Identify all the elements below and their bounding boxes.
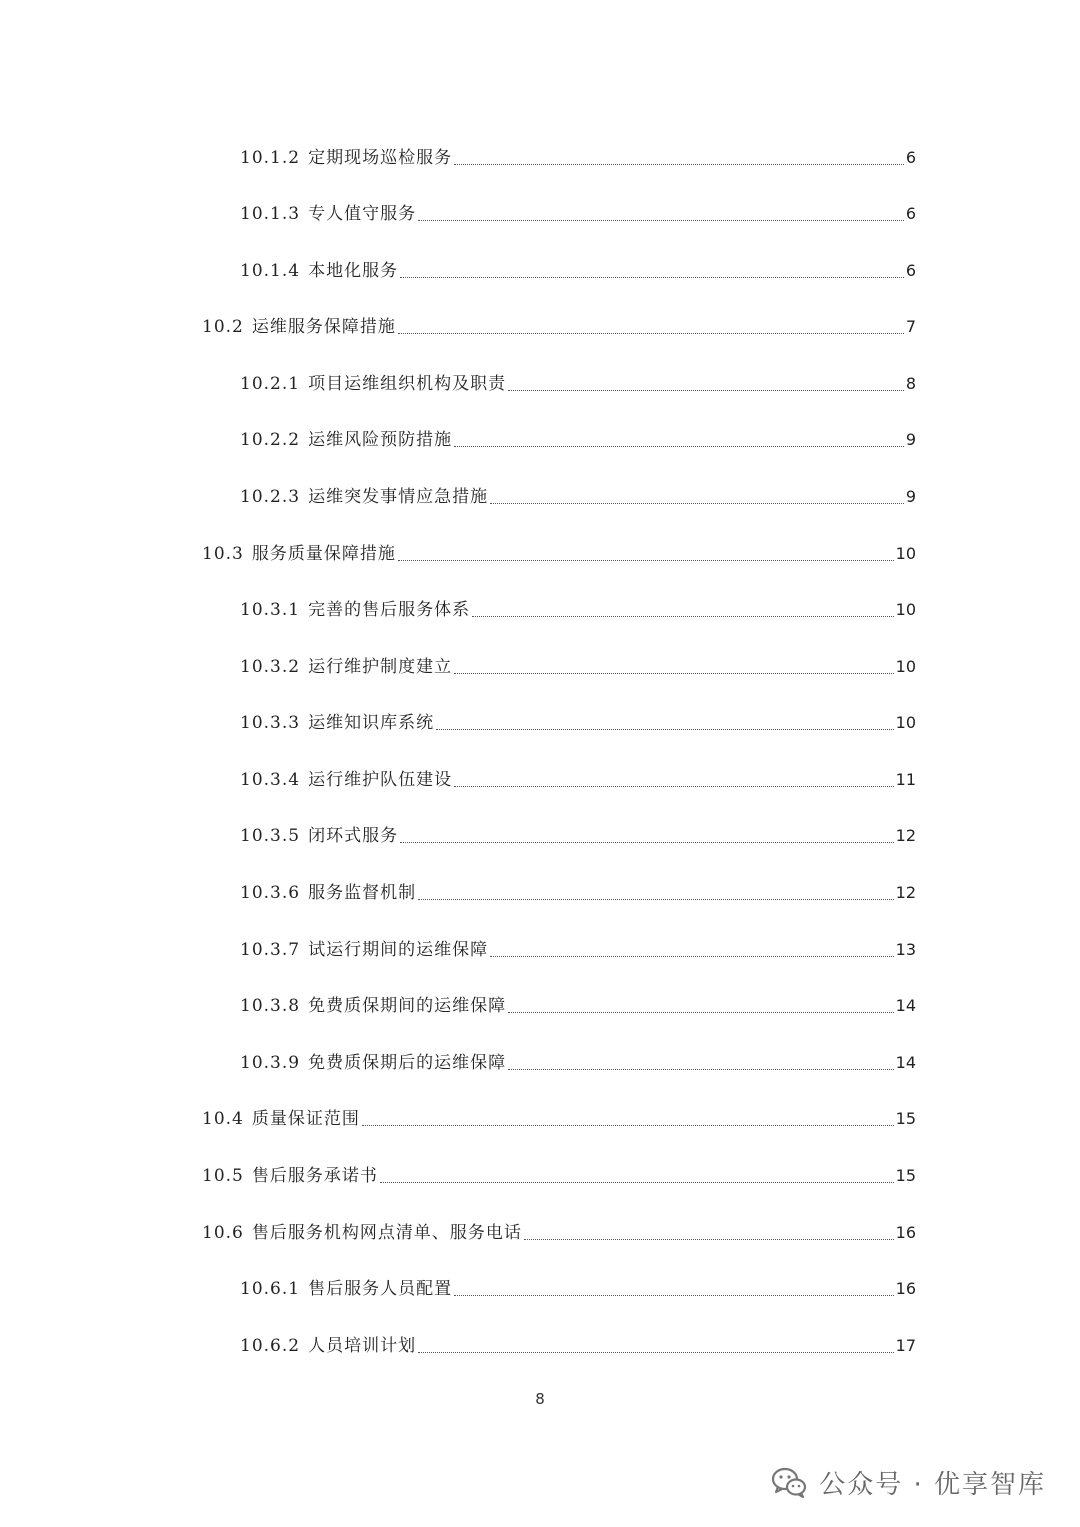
toc-entry-page: 12: [895, 826, 916, 845]
toc-entry-page: 16: [895, 1223, 916, 1242]
toc-entry-title: 闭环式服务: [308, 826, 399, 846]
toc-entry[interactable]: [202, 313, 916, 341]
dot-leader: [454, 163, 904, 165]
toc-entry[interactable]: [240, 144, 916, 172]
toc-entry-page: 10: [895, 713, 916, 732]
dot-leader: [524, 1238, 894, 1240]
toc-entry-title: 人员培训计划: [308, 1336, 417, 1356]
toc-entry-number: 10.2.1: [240, 374, 301, 394]
toc-entry-page: 12: [895, 883, 916, 902]
toc-entry-number: 10.3.2: [240, 657, 301, 677]
toc-entry-page: 10: [895, 544, 916, 563]
toc-entry[interactable]: [240, 709, 916, 737]
toc-entry[interactable]: [240, 1275, 916, 1303]
toc-entry-page: 14: [895, 1053, 916, 1072]
toc-entry-page: 10: [895, 600, 916, 619]
toc-entry-page: 17: [895, 1336, 916, 1355]
toc-entry-page: 11: [895, 770, 916, 789]
dot-leader: [454, 1294, 894, 1296]
toc-entry-page: 15: [895, 1166, 916, 1185]
toc-entry[interactable]: [202, 1162, 916, 1190]
toc-entry-title: 定期现场巡检服务: [308, 148, 453, 168]
toc-entry-title: 运维突发事情应急措施: [308, 487, 489, 507]
toc-entry-number: 10.3.8: [240, 996, 301, 1016]
toc-entry[interactable]: [240, 200, 916, 228]
toc-entry-page: 9: [905, 487, 916, 506]
toc-entry-title: 免费质保期间的运维保障: [308, 996, 507, 1016]
toc-entry-page: 7: [905, 317, 916, 336]
toc-entry[interactable]: [240, 483, 916, 511]
toc-entry-page: 14: [895, 996, 916, 1015]
toc-entry-number: 10.3: [202, 544, 244, 564]
toc-entry-number: 10.3.4: [240, 770, 301, 790]
toc-entry-number: 10.6.1: [240, 1279, 301, 1299]
toc-entry-title: 免费质保期后的运维保障: [308, 1053, 507, 1073]
toc-entry-number: 10.6: [202, 1223, 244, 1243]
toc-entry-title: 本地化服务: [308, 261, 399, 281]
toc-entry[interactable]: [240, 1332, 916, 1360]
toc-entry-number: 10.3.3: [240, 713, 301, 733]
toc-entry-page: 16: [895, 1279, 916, 1298]
toc-entry-title: 服务监督机制: [308, 883, 417, 903]
toc-entry[interactable]: [202, 1105, 916, 1133]
toc-entry[interactable]: [240, 596, 916, 624]
toc-entry[interactable]: [240, 766, 916, 794]
dot-leader: [418, 1351, 894, 1353]
dot-leader: [436, 728, 894, 730]
wechat-icon: [769, 1462, 809, 1502]
watermark-text: 公众号 · 优享智库: [819, 1469, 1046, 1500]
dot-leader: [362, 1124, 894, 1126]
toc-entry[interactable]: [240, 426, 916, 454]
dot-leader: [418, 219, 904, 221]
toc-entry-number: 10.2: [202, 317, 244, 337]
dot-leader: [508, 1068, 894, 1070]
dot-leader: [454, 672, 894, 674]
toc-entry-title: 专人值守服务: [308, 204, 417, 224]
toc-entry[interactable]: [240, 1049, 916, 1077]
dot-leader: [418, 898, 894, 900]
toc-entry[interactable]: [240, 822, 916, 850]
toc-entry[interactable]: [240, 257, 916, 285]
toc-entry-number: 10.2.3: [240, 487, 301, 507]
toc-entry-page: 6: [905, 148, 916, 167]
toc-entry-page: 6: [905, 261, 916, 280]
toc-entry-number: 10.1.4: [240, 261, 301, 281]
dot-leader: [400, 841, 894, 843]
toc-entry-number: 10.1.2: [240, 148, 301, 168]
toc-entry-page: 8: [905, 374, 916, 393]
toc-entry-number: 10.3.7: [240, 940, 301, 960]
toc-entry-title: 售后服务承诺书: [251, 1166, 378, 1186]
toc-entry-title: 服务质量保障措施: [251, 544, 396, 564]
dot-leader: [490, 955, 894, 957]
toc-entry-title: 完善的售后服务体系: [308, 600, 471, 620]
dot-leader: [490, 502, 904, 504]
toc-entry[interactable]: [202, 540, 916, 568]
toc-entry-number: 10.3.5: [240, 826, 301, 846]
toc-entry-title: 项目运维组织机构及职责: [308, 374, 507, 394]
watermark: [769, 1462, 1046, 1502]
toc-entry-page: 9: [905, 430, 916, 449]
dot-leader: [398, 332, 904, 334]
toc-entry-title: 运维服务保障措施: [251, 317, 396, 337]
toc-entry-title: 运行维护制度建立: [308, 657, 453, 677]
page-number: 8: [535, 1390, 545, 1408]
toc-entry-number: 10.3.1: [240, 600, 301, 620]
toc-entry-page: 6: [905, 204, 916, 223]
dot-leader: [508, 1011, 894, 1013]
toc-entry[interactable]: [240, 992, 916, 1020]
toc-entry-title: 售后服务人员配置: [308, 1279, 453, 1299]
toc-entry-number: 10.5: [202, 1166, 244, 1186]
toc-entry-number: 10.2.2: [240, 430, 301, 450]
toc-entry-page: 13: [895, 940, 916, 959]
toc-entry-number: 10.3.6: [240, 883, 301, 903]
toc-entry[interactable]: [202, 1219, 916, 1247]
toc-entry-title: 试运行期间的运维保障: [308, 940, 489, 960]
toc-entry-number: 10.4: [202, 1109, 244, 1129]
toc-entry-number: 10.6.2: [240, 1336, 301, 1356]
toc-entry-title: 运维风险预防措施: [308, 430, 453, 450]
dot-leader: [380, 1181, 894, 1183]
toc-entry[interactable]: [240, 936, 916, 964]
toc-entry-number: 10.1.3: [240, 204, 301, 224]
toc-entry-title: 质量保证范围: [251, 1109, 360, 1129]
toc-entry-title: 运行维护队伍建设: [308, 770, 453, 790]
dot-leader: [400, 276, 904, 278]
dot-leader: [454, 785, 894, 787]
toc-entry[interactable]: [240, 879, 916, 907]
dot-leader: [454, 445, 904, 447]
toc-entry-number: 10.3.9: [240, 1053, 301, 1073]
toc-entry[interactable]: [240, 653, 916, 681]
toc-entry-title: 售后服务机构网点清单、服务电话: [251, 1223, 522, 1243]
toc-entry[interactable]: [240, 370, 916, 398]
dot-leader: [508, 389, 904, 391]
dot-leader: [472, 615, 894, 617]
toc-entry-page: 10: [895, 657, 916, 676]
toc-entry-page: 15: [895, 1109, 916, 1128]
dot-leader: [398, 559, 894, 561]
toc-entry-title: 运维知识库系统: [308, 713, 435, 733]
